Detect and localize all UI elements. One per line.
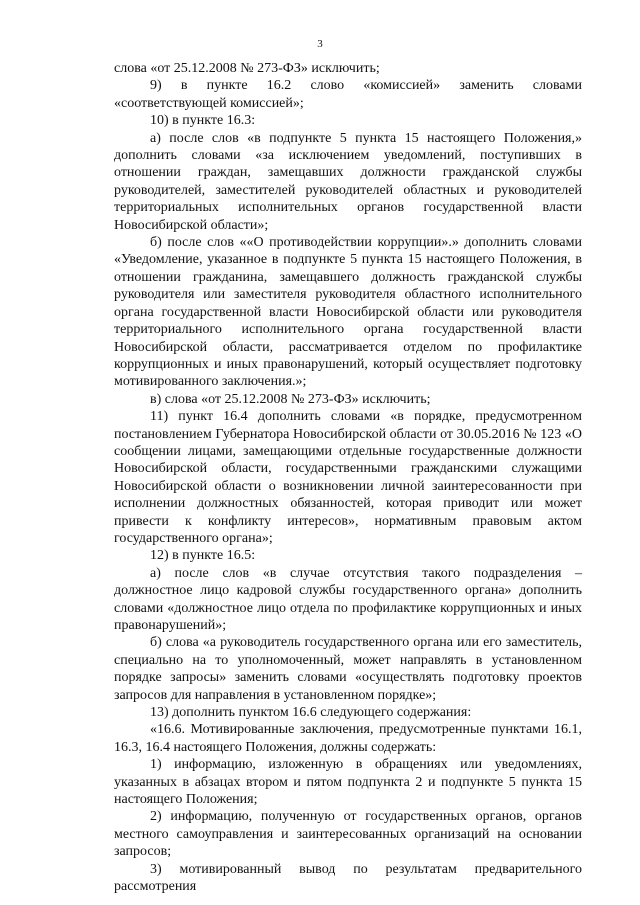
paragraph: 13) дополнить пунктом 16.6 следующего содержания: (150, 705, 472, 721)
paragraph: 11) пункт 16.4 дополнить словами «в порядке, предусмотренном постановлением Губернатора Новосибирской области от 30.05.2016 № 123 «О сообщении лицами, замещающими отдельные государственные должности Новосибирской области, государственными гражданскими служащими Новосибирской области о возникновении личной заинтересованности при исполнении должностных обязанностей, которая приводит или может привести к конфликту интересов», нормативным правовым актом государственного органа»; (114, 409, 582, 546)
paragraph: в) слова «от 25.12.2008 № 273-ФЗ» исключить; (150, 391, 431, 407)
paragraph: 3) мотивированный вывод по результатам предварительного рассмотрения (114, 861, 582, 895)
paragraph: 2) информацию, полученную от государственных органов, органов местного самоуправления и заинтересованных организаций на основании запросов; (114, 809, 582, 860)
document-body (114, 60, 582, 896)
paragraph: 9) в пункте 16.2 слово «комиссией» заменить словами «соответствующей комиссией»; (114, 78, 582, 111)
paragraph: а) после слов «в подпункте 5 пункта 15 настоящего Положения,» дополнить словами «за исключением уведомлений, поступивших в отношении граждан, замещавших должности гражданской службы руководителей, заместителей руководителей областных и руководителей территориальных исполнительных органов государственной власти Новосибирской области»; (114, 130, 582, 233)
paragraph: слова «от 25.12.2008 № 273-ФЗ» исключить; (114, 61, 380, 76)
paragraph: 12) в пункте 16.5: (150, 548, 256, 564)
page-number: 3 (317, 38, 323, 50)
paragraph: 10) в пункте 16.3: (150, 113, 256, 129)
paragraph: а) после слов «в случае отсутствия такого подразделения – должностное лицо кадровой службы государственного органа» дополнить словами «должностное лицо отдела по профилактике коррупционных и иных правонарушений»; (114, 565, 582, 633)
paragraph: 1) информацию, изложенную в обращениях или уведомлениях, указанных в абзацах втором и пятом подпункта 2 и подпункте 5 пункта 15 настоящего Положения; (114, 757, 582, 808)
paragraph: б) слова «а руководитель государственного органа или его заместитель, специально на то уполномоченный, может направлять в установленном порядке запросы» заменить словами «осуществлять подготовку проектов запросов для направления в установленном порядке»; (114, 635, 582, 703)
paragraph: «16.6. Мотивированные заключения, предусмотренные пунктами 16.1, 16.3, 16.4 настоящего Положения, должны содержать: (114, 722, 582, 755)
paragraph: б) после слов ««О противодействии коррупции».» дополнить словами «Уведомление, указанное в подпункте 5 пункта 15 настоящего Положения, в отношении гражданина, замещавшего должность гражданской службы руководителя или заместителя руководителя областного исполнительного органа государственной власти Новосибирской области или руководителя территориального исполнительного органа государственной власти Новосибирской области, рассматривается отделом по профилактике коррупционных и иных правонарушений, который осуществляет подготовку мотивированного заключения.»; (114, 235, 582, 390)
